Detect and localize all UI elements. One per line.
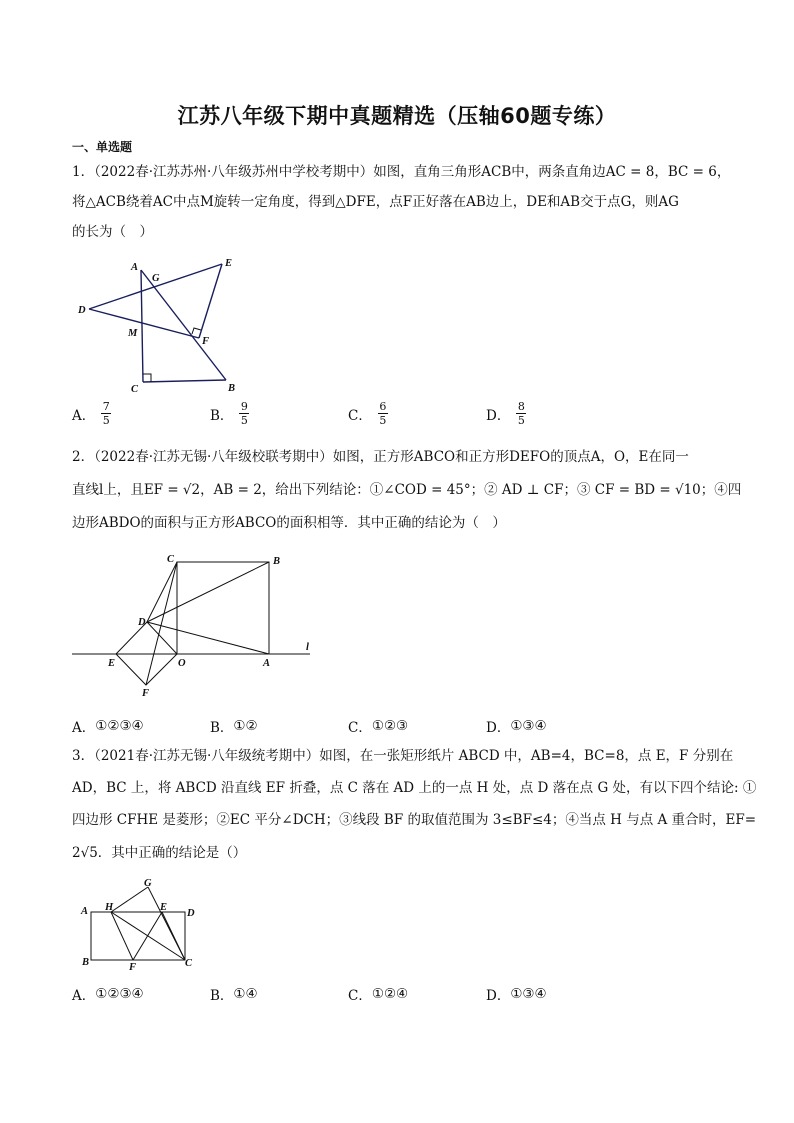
- option-letter: C．: [348, 988, 372, 1004]
- q3-label-f: F: [129, 962, 137, 973]
- q1-options: [72, 400, 724, 436]
- q1-option-a[interactable]: [72, 400, 111, 427]
- option-letter: D．: [486, 720, 511, 736]
- fraction: $\frac{6}{5}$: [379, 400, 387, 427]
- option-letter: C．: [348, 720, 372, 736]
- q3-text-line-4: 2√5．其中正确的结论是（）: [72, 845, 247, 861]
- q1-label-d: D: [78, 305, 86, 316]
- q3-label-d: D: [187, 908, 195, 919]
- q2-option-a[interactable]: [72, 716, 144, 736]
- section-heading: 一、单选题: [72, 140, 133, 154]
- q1-option-b[interactable]: [210, 400, 249, 427]
- q2-option-c[interactable]: [348, 716, 408, 736]
- q1-label-m: M: [128, 328, 138, 339]
- fraction: $\frac{7}{5}$: [102, 400, 110, 427]
- q1-label-a: A: [131, 262, 139, 273]
- q1-segment-de: [89, 264, 222, 309]
- q1-right-angle-c: [143, 374, 151, 382]
- q3-segment-hg: [111, 887, 148, 912]
- option-text: ①②③: [371, 718, 409, 734]
- q2-label-o: O: [178, 658, 186, 669]
- q2-label-f: F: [142, 688, 150, 699]
- option-letter: C．: [348, 407, 372, 424]
- q2-label-d: D: [138, 617, 146, 628]
- q3-label-b: B: [82, 957, 90, 968]
- q1-option-c[interactable]: [348, 400, 388, 427]
- q3-label-c: C: [185, 958, 193, 969]
- q1-label-b: B: [228, 383, 236, 394]
- q2-segment-bd: [147, 562, 269, 622]
- option-letter: D．: [486, 988, 511, 1004]
- q3-figure: [78, 876, 208, 974]
- option-text: ①③④: [510, 986, 547, 1002]
- q3-label-h: H: [105, 902, 114, 913]
- q3-option-c[interactable]: [348, 984, 408, 1004]
- option-text: ①②③④: [95, 986, 144, 1002]
- q3-text-line-2: AD，BC 上，将 ABCD 沿直线 EF 折叠，点 C 落在 AD 上的一点 H 处，点 D 落在点 G 处，有以下四个结论: ①: [72, 780, 757, 796]
- q3-options: [72, 984, 724, 1004]
- q3-text-line-1: 3．（2021春·江苏无锡·八年级统考期中）如图，在一张矩形纸片 ABCD 中，AB=4，BC=8，点 E，F 分别在: [72, 748, 734, 764]
- q1-label-f: F: [202, 336, 210, 347]
- q3-rectangle-abcd: [91, 912, 185, 960]
- q1-figure: [74, 252, 254, 398]
- q2-option-b[interactable]: [210, 716, 258, 736]
- q3-text-line-3: 四边形 CFHE 是菱形；②EC 平分∠DCH；③线段 BF 的取值范围为 3≤BF≤4；④当点 H 与点 A 重合时，EF=: [72, 812, 757, 828]
- q2-segment-cd: [147, 562, 177, 622]
- option-letter: A．: [72, 720, 96, 736]
- q3-option-d[interactable]: [486, 984, 547, 1004]
- q1-segment-ac: [141, 270, 143, 382]
- q2-text-line-1: 2．（2022春·江苏无锡·八年级校联考期中）如图，正方形ABCO和正方形DEFO的顶点A，O，E在同一: [72, 449, 689, 465]
- q1-option-d[interactable]: [486, 400, 526, 427]
- q2-options: [72, 716, 724, 736]
- q2-label-b: B: [273, 556, 281, 567]
- option-letter: B．: [210, 407, 234, 424]
- q3-option-b[interactable]: [210, 984, 258, 1004]
- option-letter: A．: [72, 988, 96, 1004]
- q3-option-a[interactable]: [72, 984, 144, 1004]
- option-text: ①②④: [371, 986, 409, 1002]
- q1-segment-ef: [199, 264, 222, 338]
- q2-square-abco: [177, 562, 269, 654]
- q2-option-d[interactable]: [486, 716, 547, 736]
- fraction: $\frac{9}{5}$: [240, 400, 248, 427]
- q3-segment-ef: [133, 912, 162, 960]
- q1-segment-cb: [143, 380, 226, 382]
- option-letter: B．: [210, 988, 234, 1004]
- q3-label-g: G: [144, 878, 152, 889]
- q1-right-angle-f: [192, 328, 201, 334]
- option-text: ①②: [233, 718, 258, 734]
- option-text: ①④: [233, 986, 258, 1002]
- q2-label-e: E: [108, 658, 116, 669]
- q2-text-line-2: 直线l上，且EF = √2，AB = 2，给出下列结论：①∠COD = 45°；② AD ⊥ CF；③ CF = BD = √10；④四: [72, 482, 742, 498]
- q2-label-a: A: [263, 658, 271, 669]
- option-letter: B．: [210, 720, 234, 736]
- q2-figure: [70, 550, 320, 700]
- q2-label-c: C: [167, 554, 175, 565]
- option-letter: A．: [72, 407, 96, 424]
- page-title: 江苏八年级下期中真题精选（压轴60题专练）: [177, 104, 617, 128]
- fraction: $\frac{8}{5}$: [517, 400, 525, 427]
- option-text: ①③④: [510, 718, 547, 734]
- q2-segment-ad: [147, 622, 269, 654]
- q1-text-line-1: 1．（2022春·江苏苏州·八年级苏州中学校考期中）如图，直角三角形ACB中，两条直角边AC = 8，BC = 6，: [72, 164, 731, 180]
- q2-segment-cf: [146, 562, 177, 685]
- q1-text-line-3: 的长为（ ）: [72, 224, 153, 240]
- option-letter: D．: [486, 407, 511, 424]
- q1-label-g: G: [152, 273, 160, 284]
- q1-text-line-2: 将△ACB绕着AC中点M旋转一定角度，得到△DFE，点F正好落在AB边上，DE和AB交于点G，则AG: [72, 194, 679, 210]
- q2-label-l: l: [306, 642, 309, 653]
- q3-label-e: E: [160, 902, 168, 913]
- q1-label-e: E: [225, 258, 233, 269]
- option-text: ①②③④: [95, 718, 144, 734]
- q2-text-line-3: 边形ABDO的面积与正方形ABCO的面积相等．其中正确的结论为（ ）: [72, 515, 506, 531]
- q3-label-a: A: [81, 906, 89, 917]
- q1-label-c: C: [131, 384, 139, 395]
